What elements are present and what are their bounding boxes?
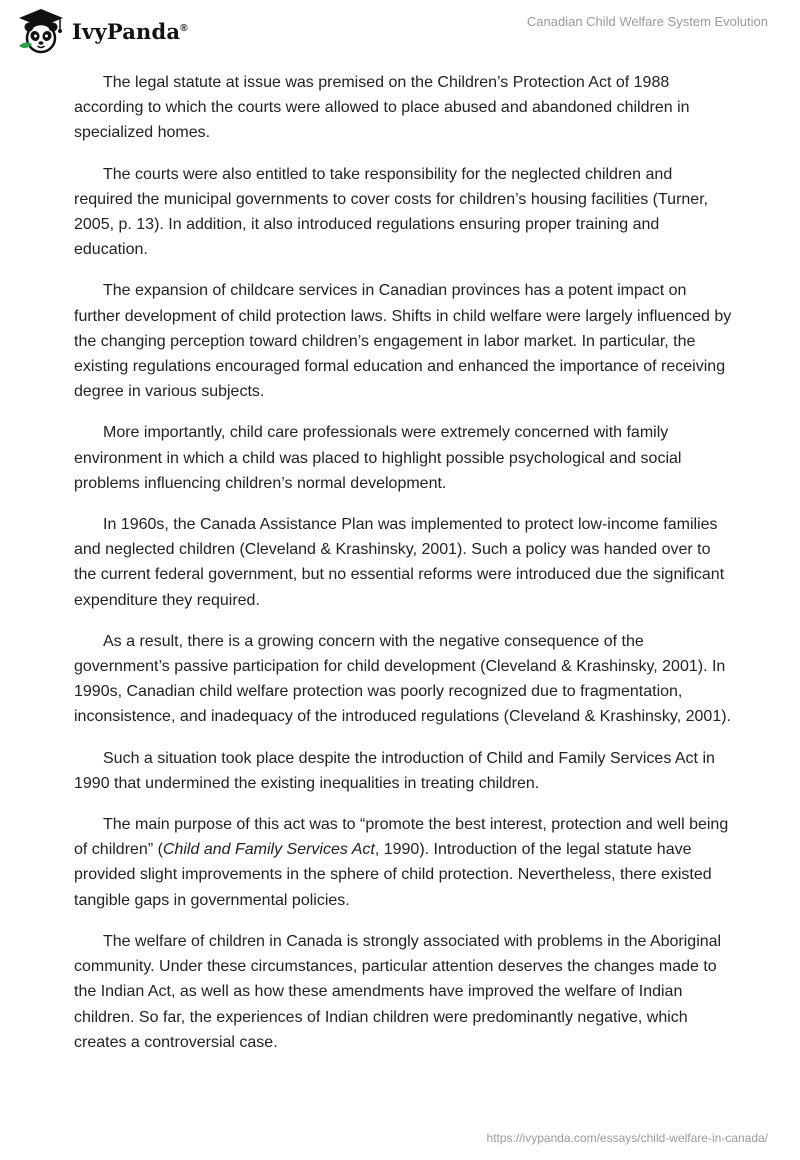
paragraph: In 1960s, the Canada Assistance Plan was implemented to protect low-income families and neglected children (Cleveland & Krashinsky, 2001). Such a policy was handed over to the current federal government, but no essential reforms were introduced due the significant expenditure they required. <box>74 516 725 609</box>
quote-text-after: , 1990). Introduction of the legal statute have provided slight improvements in the sphere of child protection. Nevertheless, there existed tangible gaps in governmental policies. <box>74 841 712 909</box>
essay-body <box>74 70 734 1071</box>
paragraph: The courts were also entitled to take responsibility for the neglected children and required the municipal governments to cover costs for children’s housing facilities (Turner, 2005, p. 13). In addition, it also introduced regulations ensuring proper training and education. <box>74 165 709 259</box>
cited-act-title: Child and Family Services Act <box>162 841 375 859</box>
source-url[interactable]: https://ivypanda.com/essays/child-welfare-in-canada/ <box>486 1131 768 1145</box>
brand-name: IvyPanda® <box>72 18 188 44</box>
panda-graduate-icon <box>16 6 66 56</box>
document-title: Canadian Child Welfare System Evolution <box>526 14 768 29</box>
ivypanda-logo[interactable] <box>16 6 188 56</box>
paragraph: The expansion of childcare services in Canadian provinces has a potent impact on further development of child protection laws. Shifts in child welfare were largely influenced by the changing perception toward children’s engagement in labor market. In particular, the existing regulations encouraged formal education and enhanced the importance of receiving degree in various subjects. <box>74 282 732 401</box>
paragraph: The welfare of children in Canada is strongly associated with problems in the Aboriginal community. Under these circumstances, particular attention deserves the changes made to the Indian Act, as well as how these amendments have improved the welfare of Indian children. So far, the experiences of Indian children were predominantly negative, which creates a controversial case. <box>74 932 722 1051</box>
paragraph: Such a situation took place despite the introduction of Child and Family Services Act in 1990 that undermined the existing inequalities in treating children. <box>74 749 715 792</box>
paragraph: More importantly, child care professionals were extremely concerned with family environment in which a child was placed to highlight possible psychological and social problems influencing children’s normal development. <box>74 424 682 492</box>
quote-text-before: The main purpose of this act was to “promote the best interest, protection and well being of children” ( <box>74 816 729 859</box>
paragraph: As a result, there is a growing concern with the negative consequence of the government’s passive participation for child development (Cleveland & Krashinsky, 2001). In 1990s, Canadian child welfare protection was poorly recognized due to fragmentation, inconsistence, and inadequacy of the introduced regulations (Cleveland & Krashinsky, 2001). <box>74 632 731 726</box>
quote-paragraph <box>74 812 734 913</box>
paragraph: The legal statute at issue was premised on the Children’s Protection Act of 1988 according to which the courts were allowed to place abused and abandoned children in specialized homes. <box>74 74 690 142</box>
page-header <box>0 0 800 64</box>
